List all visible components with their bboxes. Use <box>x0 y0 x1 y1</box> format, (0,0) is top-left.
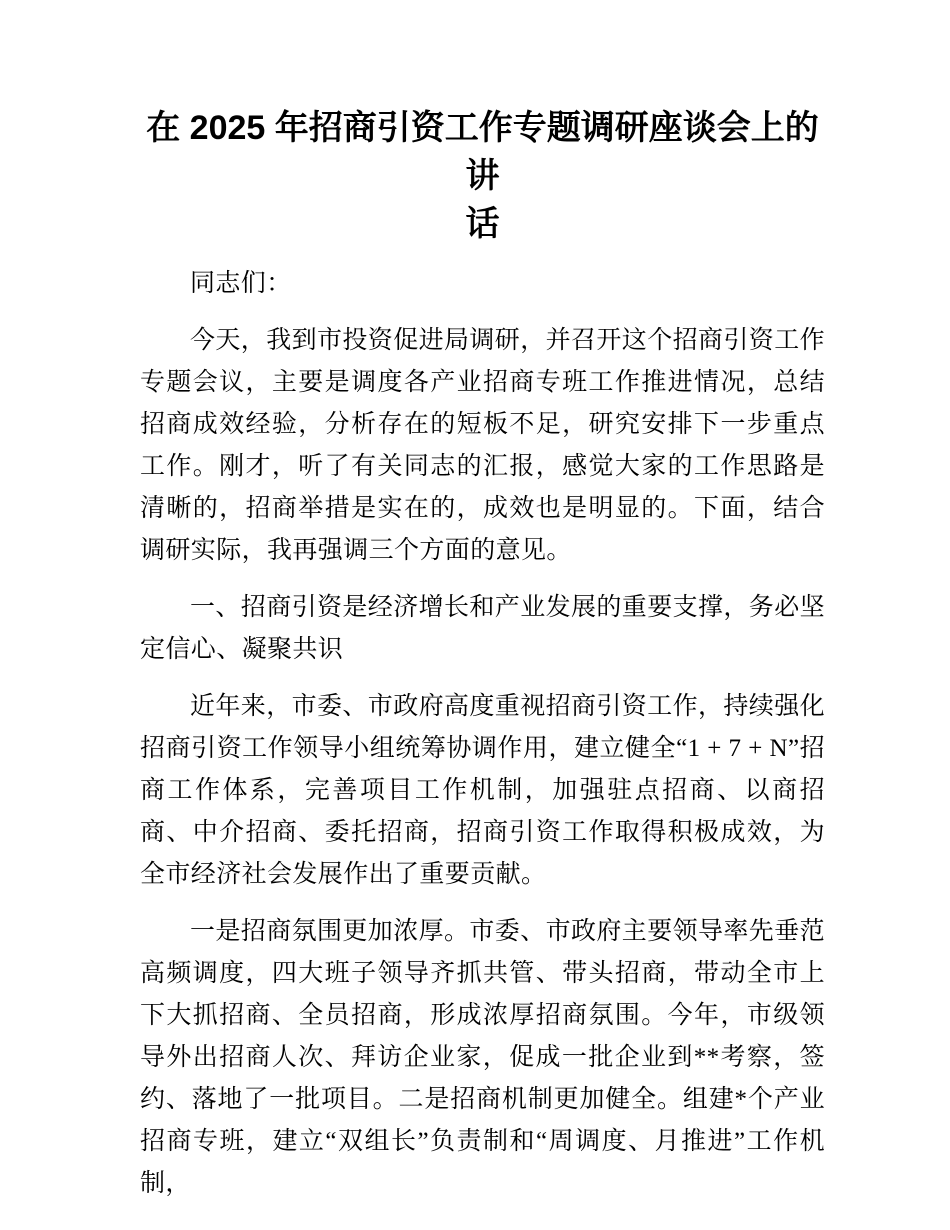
document-title <box>140 104 825 248</box>
salutation: 同志们： <box>190 270 292 297</box>
paragraph-overview: 近年来，市委、市政府高度重视招商引资工作，持续强化招商引资工作领导小组统筹协调作用，建立健全“1 + 7 + N”招商工作体系，完善项目工作机制，加强驻点招商、以商招商、中介招商、委托招商，招商引资工作取得积极成效，为全市经济社会发展作出了重要贡献。 <box>140 693 826 888</box>
document-title-line-1: 在 2025 年招商引资工作专题调研座谈会上的讲 <box>146 109 819 195</box>
paragraph-achievements: 一是招商氛围更加浓厚。市委、市政府主要领导率先垂范高频调度，四大班子领导齐抓共管、带头招商，带动全市上下大抓招商、全员招商，形成浓厚招商氛围。今年，市级领导外出招商人次、拜访企业家，促成一批企业到**考察，签约、落地了一批项目。二是招商机制更加健全。组建*个产业招商专班，建立“双组长”负责制和“周调度、月推进”工作机制， <box>140 918 826 1197</box>
document-title-line-2: 话 <box>465 205 500 243</box>
paragraph-intro: 今天，我到市投资促进局调研，并召开这个招商引资工作专题会议，主要是调度各产业招商专班工作推进情况，总结招商成效经验，分析存在的短板不足，研究安排下一步重点工作。刚才，听了有关同志的汇报，感觉大家的工作思路是清晰的，招商举措是实在的，成效也是明显的。下面，结合调研实际，我再强调三个方面的意见。 <box>140 327 826 564</box>
section-heading-1: 一、招商引资是经济增长和产业发展的重要支撑，务必坚定信心、凝聚共识 <box>140 594 826 663</box>
